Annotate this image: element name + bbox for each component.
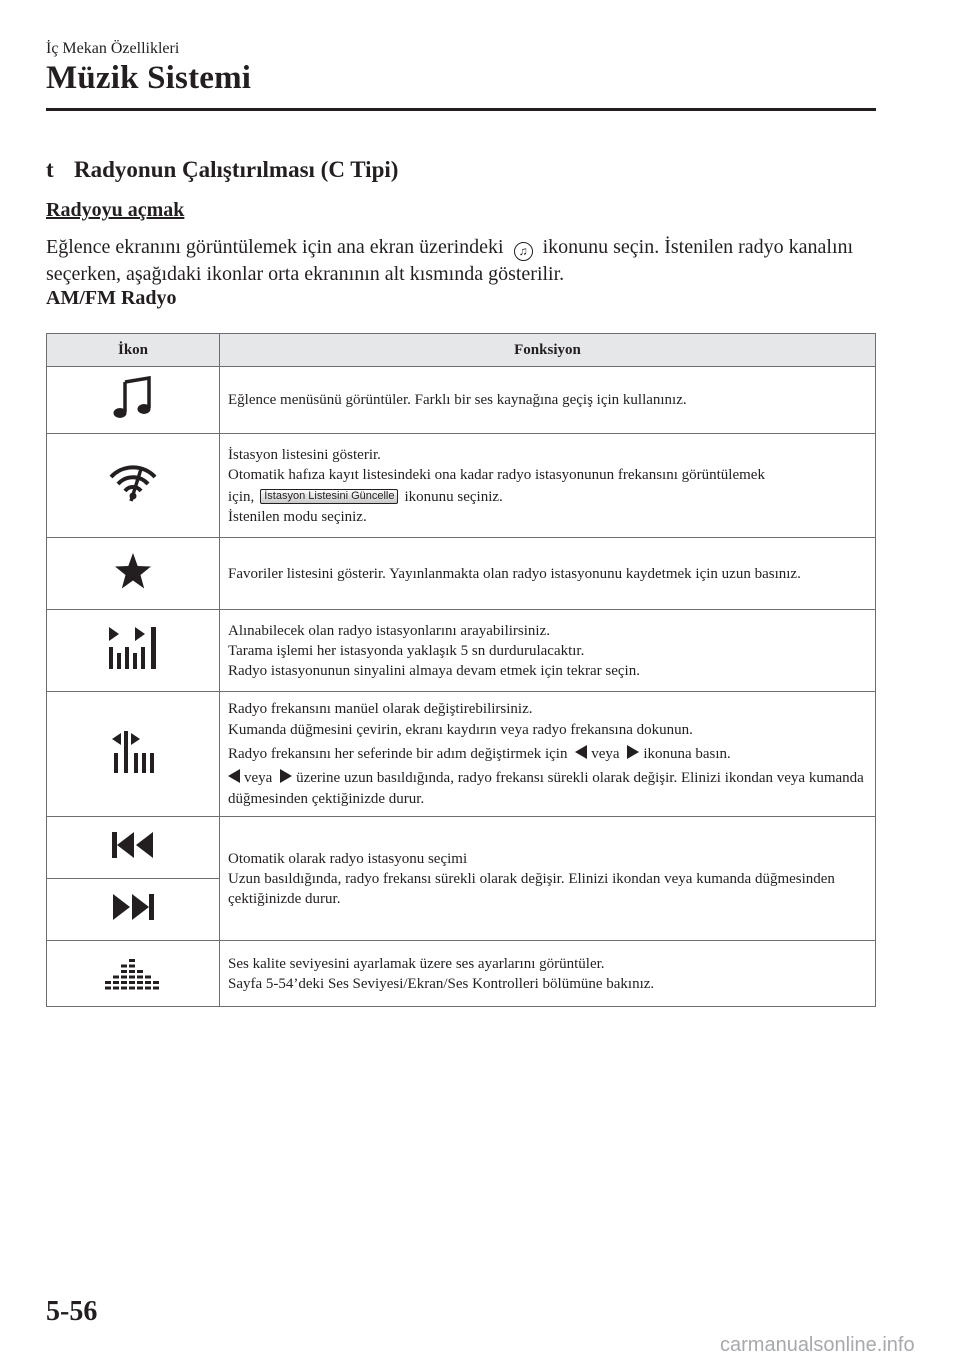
desc-text: ikonuna basın.	[643, 745, 731, 762]
update-station-list-button: İstasyon Listesini Güncelle	[260, 489, 398, 504]
desc-line: Eğlence menüsünü görüntüler. Farklı bir ses kaynağına geçiş için kullanınız.	[228, 392, 687, 408]
equalizer-bar-segment	[137, 987, 143, 990]
intro-part1: Eğlence ekranını görüntülemek için ana ekran üzerindeki	[46, 236, 504, 258]
amfm-label: AM/FM Radyo	[46, 287, 177, 309]
desc-line	[228, 744, 867, 765]
row-description	[220, 367, 876, 434]
subsection-bullet: t	[46, 157, 54, 182]
equalizer-bar-segment	[129, 981, 135, 984]
manual-tune-icon	[47, 692, 220, 817]
desc-line: Kumanda düğmesini çevirin, ekranı kaydırın veya radyo frekansına dokunun.	[228, 721, 693, 738]
table-row	[47, 434, 876, 538]
title-rule	[46, 108, 876, 111]
table-header-row	[47, 334, 876, 367]
desc-text: için,	[228, 488, 255, 505]
arrow-right-icon	[627, 745, 639, 759]
header-function: Fonksiyon	[220, 334, 876, 367]
table-row	[47, 941, 876, 1007]
desc-line: Uzun basıldığında, radyo frekansı sürekli olarak değişir. Elinizi ikondan veya kumanda düğmesinden çektiğinizde durur.	[228, 870, 835, 907]
desc-line: İstenilen modu seçiniz.	[228, 508, 367, 525]
arrow-right-icon	[280, 769, 292, 783]
equalizer-bar-segment	[113, 981, 119, 984]
desc-text: veya	[244, 769, 273, 786]
row-description	[220, 941, 876, 1007]
desc-line: Ses kalite seviyesini ayarlamak üzere ses ayarlarını görüntüler.	[228, 955, 605, 972]
equalizer-bar-segment	[129, 976, 135, 979]
desc-text: ikonunu seçiniz.	[404, 488, 503, 505]
music-note-inline-icon: ♫	[514, 242, 533, 261]
desc-line	[228, 768, 867, 810]
equalizer-bar-segment	[105, 981, 111, 984]
row-description	[220, 692, 876, 817]
subsection-title	[46, 157, 398, 183]
desc-text: Radyo frekansını her seferinde bir adım değiştirmek için	[228, 745, 568, 762]
equalizer-bar-segment	[121, 981, 127, 984]
seek-next-icon	[47, 879, 220, 941]
desc-line: Otomatik hafıza kayıt listesindeki ona kadar radyo istasyonunun frekansını görüntülemek	[228, 466, 765, 483]
row-description	[220, 434, 876, 538]
equalizer-bar-segment	[121, 987, 127, 990]
desc-line: Favoriler listesini gösterir. Yayınlanmakta olan radyo istasyonunu kaydetmek için uzun basınız.	[228, 565, 801, 582]
equalizer-bar-segment	[129, 987, 135, 990]
equalizer-bar-segment	[129, 965, 135, 968]
star-icon	[47, 538, 220, 610]
intro-paragraph	[46, 234, 876, 288]
equalizer-bar-segment	[145, 987, 151, 990]
table-row	[47, 692, 876, 817]
desc-line: Radyo frekansını manüel olarak değiştirebilirsiniz.	[228, 700, 533, 717]
equalizer-bar-segment	[153, 987, 159, 990]
music-note-icon	[47, 367, 220, 434]
section-label: İç Mekan Özellikleri	[46, 40, 180, 57]
desc-line: İstasyon listesini gösterir.	[228, 446, 381, 463]
equalizer-bar-segment	[153, 981, 159, 984]
desc-line: Tarama işlemi her istasyonda yaklaşık 5 sn durdurulacaktır.	[228, 642, 585, 659]
equalizer-bar-segment	[113, 976, 119, 979]
page-number: 5-56	[46, 1296, 98, 1327]
desc-text: üzerine uzun basıldığında, radyo frekansı sürekli olarak değişir. Elinizi ikondan veya kumanda düğmesinden çektiğinizde durur.	[228, 769, 864, 807]
equalizer-bar-segment	[137, 981, 143, 984]
desc-line	[228, 487, 867, 507]
table-row	[47, 538, 876, 610]
equalizer-bar-segment	[121, 976, 127, 979]
function-table	[46, 333, 876, 1007]
table-row	[47, 610, 876, 692]
desc-text: veya	[591, 745, 620, 762]
seek-prev-icon	[47, 817, 220, 879]
subsection-title-text: Radyonun Çalıştırılması (C Tipi)	[74, 157, 399, 182]
equalizer-bar-segment	[121, 965, 127, 968]
header-icon: İkon	[47, 334, 220, 367]
arrow-left-icon	[228, 769, 240, 783]
page-title: Müzik Sistemi	[46, 60, 252, 96]
watermark: carmanualsonline.info	[720, 1334, 915, 1356]
equalizer-bar-segment	[145, 981, 151, 984]
equalizer-bar-segment	[145, 976, 151, 979]
sound-settings-icon	[47, 941, 220, 1007]
equalizer-bar-segment	[137, 970, 143, 973]
desc-line: Sayfa 5-54’deki Ses Seviyesi/Ekran/Ses Kontrolleri bölümüne bakınız.	[228, 975, 655, 992]
row-description	[220, 610, 876, 692]
table-row	[47, 367, 876, 434]
equalizer-bar-segment	[129, 959, 135, 962]
equalizer-bar-segment	[113, 987, 119, 990]
equalizer-bar-segment	[105, 987, 111, 990]
equalizer-bar-segment	[121, 970, 127, 973]
station-list-icon	[47, 434, 220, 538]
equalizer-bar-segment	[137, 976, 143, 979]
subheading: Radyoyu açmak	[46, 199, 185, 221]
desc-line: Alınabilecek olan radyo istasyonlarını arayabilirsiniz.	[228, 622, 550, 639]
desc-line: Radyo istasyonunun sinyalini almaya devam etmek için tekrar seçin.	[228, 662, 640, 679]
row-description	[220, 538, 876, 610]
equalizer-bar-segment	[129, 970, 135, 973]
arrow-left-icon	[575, 745, 587, 759]
desc-line: Otomatik olarak radyo istasyonu seçimi	[228, 850, 468, 867]
scan-icon	[47, 610, 220, 692]
intro-part2: ikonunu seçin. İstenilen radyo kanalını seçerken, aşağıdaki ikonlar orta ekranının alt kısmında gösterilir.	[46, 236, 854, 285]
table-row	[47, 817, 876, 879]
row-description	[220, 817, 876, 941]
